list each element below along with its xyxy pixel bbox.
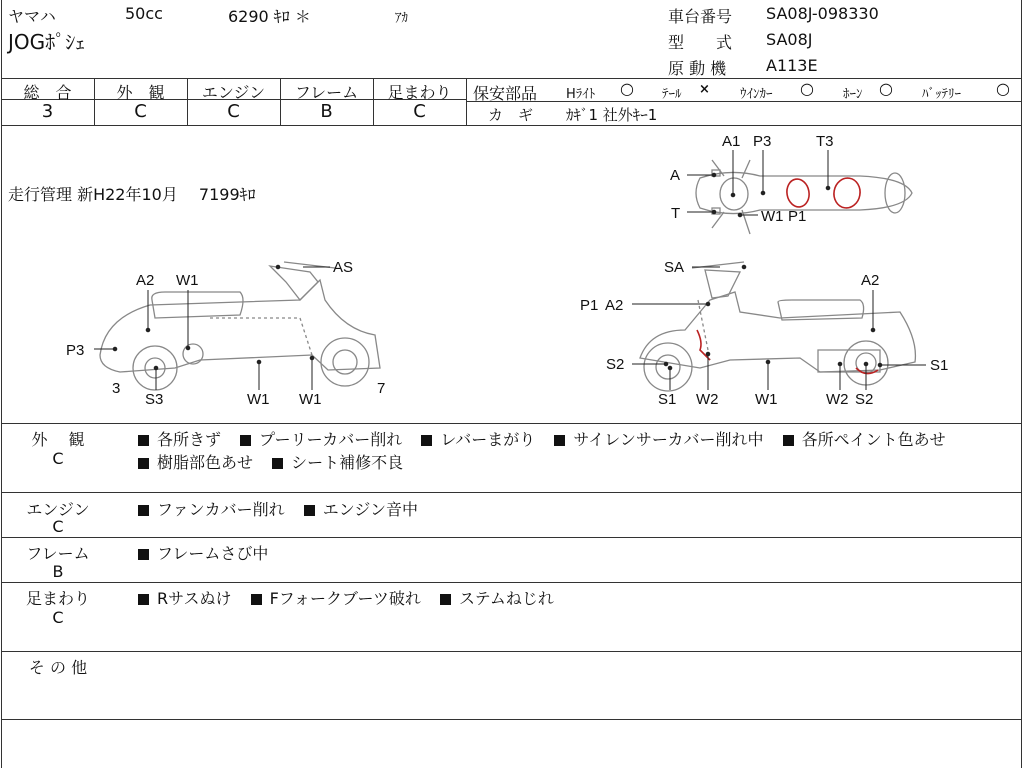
safety-item-horn: ﾎｰﾝ: [843, 87, 863, 102]
remark-item: ステムねじれ: [458, 589, 554, 608]
remark-item: プーリーカバー削れ: [259, 430, 403, 449]
label-right-w2-rear: W2: [826, 391, 849, 408]
safety-mark-horn: ○: [879, 79, 893, 98]
label-left-p3: P3: [66, 342, 85, 359]
bullet-square: [138, 549, 149, 560]
label-left-s3: S3: [145, 391, 164, 408]
label-right-w2-front: W2: [696, 391, 719, 408]
engine-label: 原 動 機: [668, 59, 727, 78]
bullet-square: [138, 505, 149, 516]
section-suspension-title: 足まわり: [25, 589, 90, 608]
section-suspension-line1: [138, 586, 568, 609]
grade-suspension: C: [413, 101, 426, 122]
color: ｱｶ: [395, 11, 408, 26]
grade-engine: C: [227, 101, 240, 122]
section-divider: [1, 537, 1022, 538]
section-divider: [1, 492, 1022, 493]
label-top-a1: A1: [722, 133, 741, 150]
remark-item: サイレンサーカバー削れ中: [573, 430, 764, 449]
bullet-square: [272, 458, 283, 469]
bullet-square: [138, 435, 149, 446]
label-top-a: A: [670, 167, 681, 184]
label-right-s1-front: S1: [658, 391, 677, 408]
section-exterior-grade: C: [52, 449, 64, 468]
remark-item: フレームさび中: [157, 544, 269, 563]
grade-header-overall: 総 合: [23, 83, 72, 102]
label-left-7: 7: [377, 380, 386, 397]
remark-item: レバーまがり: [440, 430, 536, 449]
bullet-square: [138, 594, 149, 605]
label-top-p1: P1: [788, 208, 807, 225]
section-frame-title: フレーム: [26, 544, 90, 563]
section-suspension-grade: C: [52, 608, 64, 627]
bullet-square: [240, 435, 251, 446]
label-left-w1-mid: W1: [247, 391, 270, 408]
label-top-w1: W1: [761, 208, 784, 225]
section-frame-grade: B: [52, 562, 64, 581]
frame-no: SA08J-098330: [766, 4, 879, 23]
safety-mark-battery: ○: [996, 79, 1010, 98]
safety-item-battery: ﾊﾞｯﾃﾘｰ: [922, 87, 961, 102]
bullet-square: [554, 435, 565, 446]
grade-header-engine: エンジン: [201, 83, 266, 102]
safety-item-winker: ｳｲﾝｶｰ: [740, 87, 773, 102]
remark-item: Fフォークブーツ破れ: [269, 589, 421, 608]
label-right-p1: P1: [580, 297, 599, 314]
frame-no-label: 車台番号: [668, 7, 733, 26]
remark-item: 各所きず: [157, 430, 222, 449]
label-top-t: T: [671, 205, 681, 222]
label-left-as: AS: [333, 259, 354, 276]
label-right-a2-front: A2: [605, 297, 624, 314]
section-other-title: そ の 他: [28, 658, 88, 677]
bullet-square: [138, 458, 149, 469]
remark-item: 各所ペイント色あせ: [801, 430, 946, 449]
safety-mark-headlight: ○: [620, 79, 634, 98]
label-right-w1: W1: [755, 391, 778, 408]
section-frame-line1: [138, 541, 282, 564]
section-exterior-line2: [138, 450, 417, 473]
section-divider: [1, 582, 1022, 583]
label-left-w1-top: W1: [176, 272, 199, 289]
section-engine-title: エンジン: [26, 500, 90, 519]
safety-mark-winker: ○: [800, 79, 814, 98]
grade-header-suspension: 足まわり: [387, 83, 452, 102]
grade-header-frame: フレーム: [294, 83, 359, 102]
displacement: 50cc: [125, 4, 163, 23]
remark-item: Rサスぬけ: [157, 589, 232, 608]
section-engine-line1: [138, 497, 432, 520]
mileage: 6290 ｷﾛ ＊: [228, 7, 311, 26]
bullet-square: [440, 594, 451, 605]
odometer-note: 走行管理 新H22年10月 7199ｷﾛ: [8, 185, 256, 204]
grade-overall: 3: [41, 101, 54, 122]
model-name: JOGﾎﾟｼｪ: [8, 30, 86, 54]
section-engine-grade: C: [52, 517, 64, 536]
label-right-s2-front: S2: [606, 356, 625, 373]
remark-item: 樹脂部色あせ: [157, 453, 254, 472]
safety-item-headlight: Hﾗｲﾄ: [566, 87, 596, 102]
label-right-sa: SA: [664, 259, 685, 276]
type-value: SA08J: [766, 30, 813, 49]
type-label: 型 式: [668, 33, 733, 52]
remark-item: エンジン音中: [322, 500, 418, 519]
key-label: カ ギ: [488, 106, 534, 124]
label-right-s1-rear: S1: [930, 357, 949, 374]
grade-header-exterior: 外 観: [116, 83, 165, 102]
section-divider: [1, 651, 1022, 652]
safety-label: 保安部品: [473, 84, 538, 103]
label-top-p3: P3: [753, 133, 772, 150]
safety-item-tail: ﾃｰﾙ: [662, 87, 682, 102]
remark-item: シート補修不良: [291, 453, 404, 472]
sections-top-line: [1, 423, 1022, 424]
label-left-3: 3: [112, 380, 121, 397]
remark-item: ファンカバー削れ: [157, 500, 285, 519]
label-right-s2-rear: S2: [855, 391, 874, 408]
label-right-a2: A2: [861, 272, 880, 289]
bullet-square: [251, 594, 262, 605]
label-top-t3: T3: [816, 133, 834, 150]
bullet-square: [421, 435, 432, 446]
bullet-square: [783, 435, 794, 446]
key-value: ｶｷﾞ1 社外ｷｰ1: [566, 106, 658, 124]
safety-mark-tail: ×: [699, 82, 710, 97]
section-exterior-title: 外 観: [31, 430, 85, 449]
section-divider: [1, 719, 1022, 720]
section-exterior-line1: [138, 427, 960, 450]
maker: ヤマハ: [8, 7, 56, 26]
label-left-a2: A2: [136, 272, 155, 289]
engine-value: A113E: [766, 56, 818, 75]
bullet-square: [304, 505, 315, 516]
label-left-w1-rear: W1: [299, 391, 322, 408]
grade-exterior: C: [134, 101, 147, 122]
grade-frame: B: [320, 101, 333, 122]
